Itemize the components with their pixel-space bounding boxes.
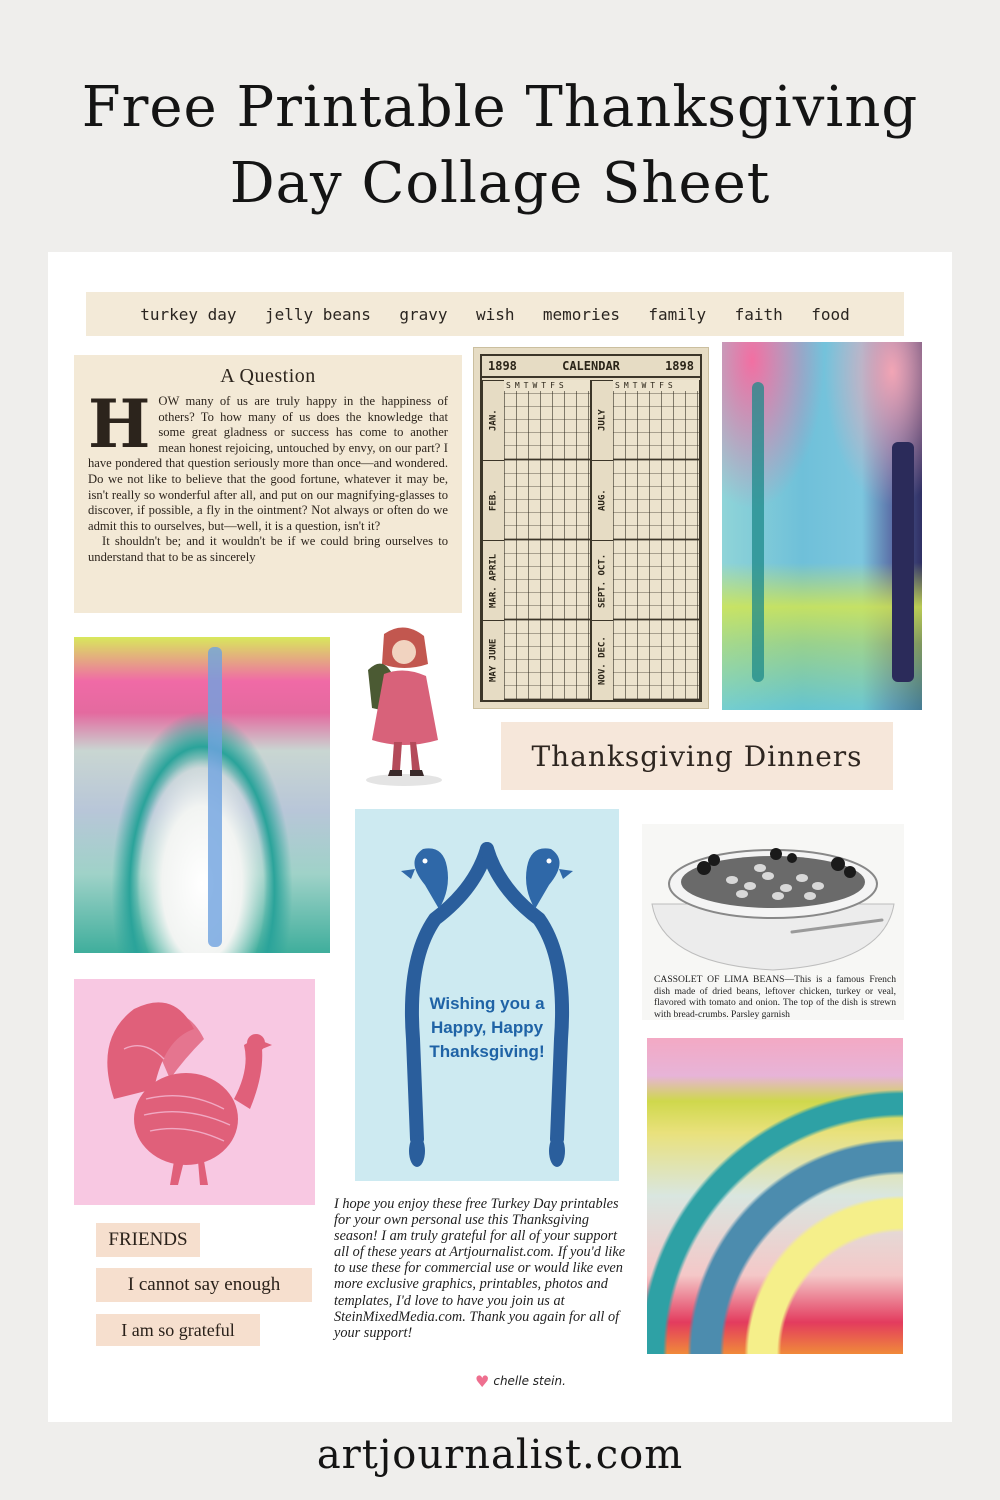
site-footer: artjournalist.com bbox=[316, 1432, 684, 1478]
word-faith: faith bbox=[734, 304, 783, 324]
paint-blue-stroke bbox=[208, 647, 222, 947]
calendar-month-left-3: MAR. APRIL bbox=[482, 540, 504, 620]
girl-illustration bbox=[354, 624, 454, 788]
vintage-article bbox=[74, 355, 462, 613]
personal-message: I hope you enjoy these free Turkey Day printables for your own personal use this Thanksgiving season! I am truly grateful for all of your support all of these years at Artjournalist.com. If you'd like to use these for commercial use or would like even more exclusive graphics, printables, photos and templates, I'd love to have you join us at SteinMixedMedia.com. Thank you again for all of your support! bbox=[334, 1196, 626, 1341]
calendar-days-right-4 bbox=[613, 620, 700, 700]
calendar-month-right-3: SEPT. OCT. bbox=[591, 540, 613, 620]
calendar-1898 bbox=[473, 347, 709, 709]
paint-stroke bbox=[752, 382, 764, 682]
collage-sheet bbox=[48, 252, 952, 1422]
calendar-month-left-1: JAN. bbox=[482, 380, 504, 460]
calendar-header bbox=[482, 356, 700, 378]
calendar-days-right-3 bbox=[613, 540, 700, 620]
title-line-2: Day Collage Sheet bbox=[229, 151, 771, 216]
word-wish: wish bbox=[475, 304, 515, 324]
calendar-days-right-1 bbox=[613, 380, 700, 460]
beans-caption: CASSOLET OF LIMA BEANS—This is a famous French dish made of dried beans, leftover chicken, turkey or veal, flavored with tomato and onion. The top of the dish is strewn with bread-crumbs. Parsley garnish bbox=[654, 974, 896, 1020]
word-jelly-beans: jelly beans bbox=[264, 304, 371, 324]
paint-dark-strip bbox=[892, 442, 914, 682]
calendar-year-left: 1898 bbox=[488, 359, 517, 373]
word-strip bbox=[86, 292, 904, 336]
thanksgiving-dinners-label: Thanksgiving Dinners bbox=[501, 722, 893, 790]
calendar-days-right-2 bbox=[613, 460, 700, 540]
calendar-frame bbox=[480, 354, 702, 702]
page-title bbox=[0, 70, 1000, 222]
title-line-1: Free Printable Thanksgiving bbox=[81, 75, 919, 140]
tag-friends: FRIENDS bbox=[96, 1223, 200, 1257]
calendar-month-left-4: MAY JUNE bbox=[482, 620, 504, 700]
calendar-days-left-3 bbox=[504, 540, 591, 620]
calendar-month-left-2: FEB. bbox=[482, 460, 504, 540]
article-heading: A Question bbox=[220, 365, 316, 387]
word-gravy: gravy bbox=[399, 304, 448, 324]
girl-illustration-svg bbox=[354, 624, 454, 788]
wish-line-3: Thanksgiving! bbox=[429, 1042, 545, 1061]
tag-cannot-say-enough: I cannot say enough bbox=[96, 1268, 312, 1302]
calendar-grid bbox=[482, 380, 700, 700]
calendar-days-left-1 bbox=[504, 380, 591, 460]
calendar-days-left-4 bbox=[504, 620, 591, 700]
heart-icon: ♥ bbox=[475, 1371, 490, 1391]
signature bbox=[475, 1369, 605, 1393]
calendar-label: CALENDAR bbox=[562, 359, 620, 373]
article-dropcap: H bbox=[88, 385, 151, 463]
wishbone-card bbox=[355, 809, 619, 1181]
calendar-month-right-4: NOV. DEC. bbox=[591, 620, 613, 700]
calendar-month-right-1: JULY bbox=[591, 380, 613, 460]
lima-beans-dish bbox=[642, 824, 904, 1020]
article-body-2: It shouldn't be; and it wouldn't be if we could bring ourselves to understand that to be as sincerely bbox=[88, 534, 448, 564]
abstract-painting-arcs bbox=[647, 1038, 903, 1354]
word-family: family bbox=[648, 304, 707, 324]
word-food: food bbox=[811, 304, 850, 324]
signature-name: chelle stein. bbox=[493, 1374, 566, 1388]
wish-message bbox=[355, 992, 619, 1064]
calendar-dayhead-right: SMTWTFS bbox=[613, 380, 699, 391]
bean-dish-illustration bbox=[642, 824, 904, 974]
calendar-dayhead-left: SMTWTFS bbox=[504, 380, 590, 391]
calendar-month-right-2: AUG. bbox=[591, 460, 613, 540]
turkey-icon bbox=[74, 979, 315, 1205]
calendar-days-left-2 bbox=[504, 460, 591, 540]
word-turkey-day: turkey day bbox=[140, 304, 237, 324]
word-memories: memories bbox=[542, 304, 620, 324]
abstract-painting-circle bbox=[74, 637, 330, 953]
calendar-year-right: 1898 bbox=[665, 359, 694, 373]
wish-line-1: Wishing you a bbox=[429, 994, 545, 1013]
tag-so-grateful: I am so grateful bbox=[96, 1314, 260, 1346]
wish-line-2: Happy, Happy bbox=[430, 1018, 544, 1037]
abstract-painting-tall bbox=[722, 342, 922, 710]
article-body: OW many of us are truly happy in the happiness of others? To how many of us does the knowledge that some great gladness or success has come to another mean honest rejoicing, untouched by envy, on our part? I have pondered that question seriously more than once—and wondered. Do we not like to believe that the good fortune, whatever it may be, isn't really so wonderful after all, and put on our magnifying-glasses to discover, if possible, a fly in the ointment? Not always or often do we admit this to ourselves, but—well, it is a question, isn't it? bbox=[88, 394, 448, 533]
turkey-card bbox=[74, 979, 315, 1205]
